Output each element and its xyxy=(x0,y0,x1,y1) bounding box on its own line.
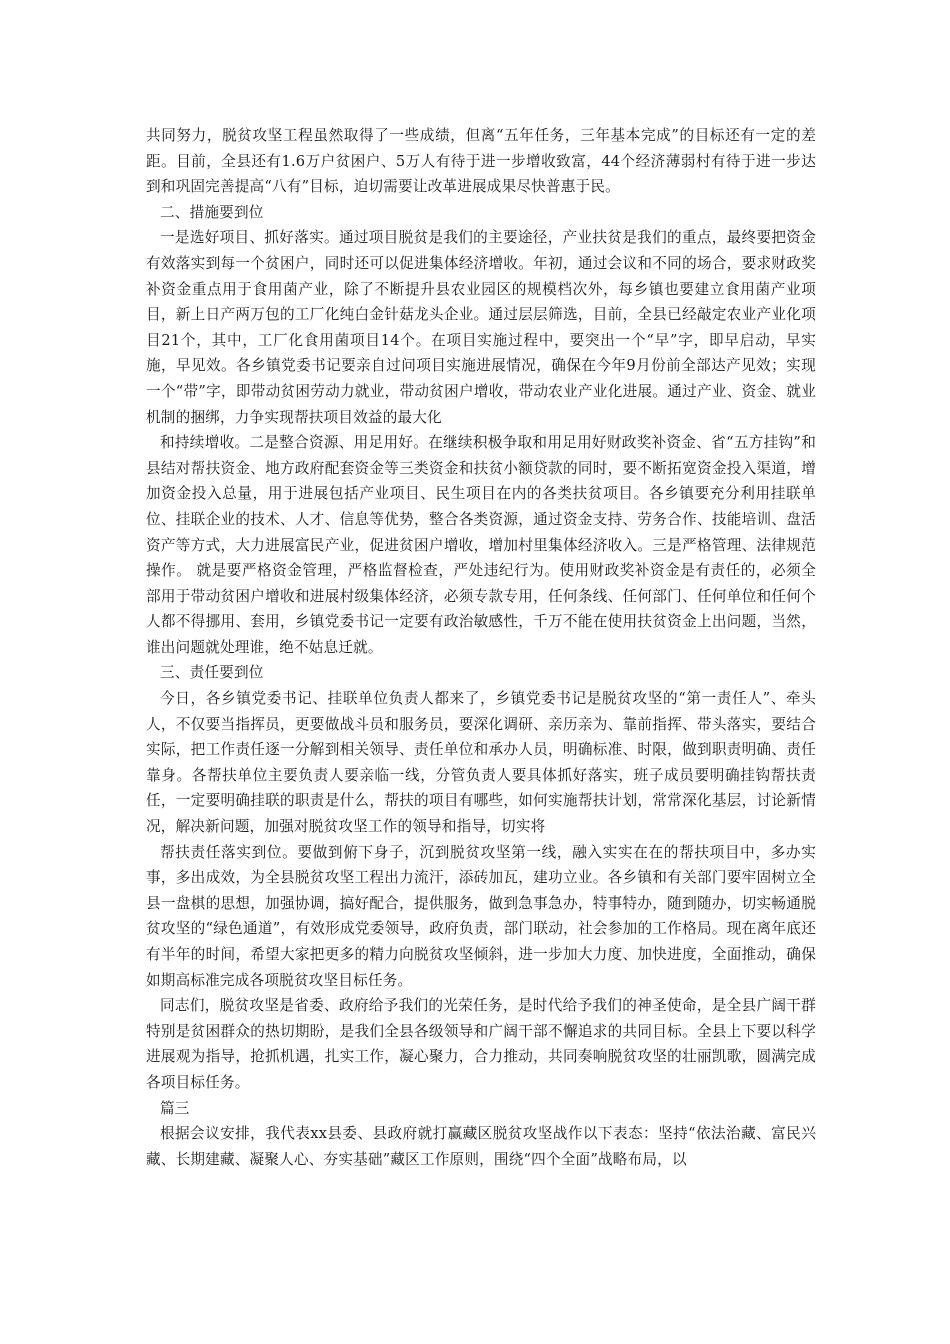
paragraph-responsibility-2: 帮扶责任落实到位。要做到俯下身子，沉到脱贫攻坚第一线，融入实实在在的帮扶项目中，多办实事，多出成效，为全县脱贫攻坚工程出力流汗，添砖加瓦，建功立业。各乡镇和有关部门要牢固树立全县一盘棋的思想，加强协调，搞好配合，提供服务，做到急事急办，特事特办，随到随办，切实畅通脱贫攻坚的“绿色通道”，有效形成党委领导，政府负责，部门联动，社会参加的工作格局。现在离年底还有半年的时间，希望大家把更多的精力向脱贫攻坚倾斜，进一步加大力度、加快进度，全面推动，确保如期高标准完成各项脱贫攻坚目标任务。 xyxy=(146,843,816,989)
document-body xyxy=(146,123,816,1172)
section-heading-part-three: 篇三 xyxy=(160,1099,190,1117)
paragraph-responsibility-1: 今日，各乡镇党委书记、挂联单位负责人都来了，乡镇党委书记是脱贫攻坚的“第一责任人”、牵头人，不仅要当指挥员，更要做战斗员和服务员，要深化调研、亲历亲为、靠前指挥、带头落实，要结合实际，把工作责任逐一分解到相关领导、责任单位和承办人员，明确标准、时限，做到职责明确、责任靠身。各帮扶单位主要负责人要亲临一线，分管负责人要具体抓好落实，班子成员要明确挂钩帮扶责任，一定要明确挂联的职责是什么，帮扶的项目有哪些，如何实施帮扶计划，常常深化基层，讨论新情况，解决新问题，加强对脱贫攻坚工作的领导和指导，切实将 xyxy=(146,690,816,836)
paragraph-measures-2: 和持续增收。二是整合资源、用足用好。在继续积极争取和用足用好财政奖补资金、省“五方挂钩”和县结对帮扶资金、地方政府配套资金等三类资金和扶贫小额贷款的同时，要不断拓宽资金投入渠道，增加资金投入总量，用于进展包括产业项目、民生项目在内的各类扶贫项目。各乡镇要充分利用挂联单位、挂联企业的技术、人才、信息等优势，整合各类资源，通过资金支持、劳务合作、技能培训、盘活资产等方式，大力进展富民产业，促进贫困户增收，增加村里集体经济收入。三是严格管理、法律规范操作。 就是要严格资金管理，严格监督检查，严处违纪行为。使用财政奖补资金是有责任的，必须全部用于带动贫困户增收和进展村级集体经济，必须专款专用，任何条线、任何部门、任何单位和任何个人都不得挪用、套用，乡镇党委书记一定要有政治敏感性，千万不能在使用扶贫资金上出问题，当然，谁出问题就处理谁，绝不姑息迁就。 xyxy=(146,434,816,656)
paragraph-intro: 共同努力，脱贫攻坚工程虽然取得了一些成绩，但离“五年任务，三年基本完成”的目标还有一定的差距。目前，全县还有1.6万户贫困户、5万人有待于进一步增收致富，44个经济薄弱村有待于进一步达到和巩固完善提高“八有”目标，迫切需要让改革进展成果尽快普惠于民。 xyxy=(146,127,816,196)
paragraph-closing: 同志们，脱贫攻坚是省委、政府给予我们的光荣任务，是时代给予我们的神圣使命，是全县广阔干群特别是贫困群众的热切期盼，是我们全县各级领导和广阔干部不懈追求的共同目标。全县上下要以科学进展观为指导，抢抓机遇，扎实工作，凝心聚力，合力推动，共同奏响脱贫攻坚的壮丽凯歌，圆满完成各项目标任务。 xyxy=(146,997,816,1091)
paragraph-part-three: 根据会议安排，我代表xx县委、县政府就打赢藏区脱贫攻坚战作以下表态：坚持“依法治藏、富民兴藏、长期建藏、凝聚人心、夯实基础”藏区工作原则，围绕“四个全面”战略布局，以 xyxy=(146,1125,816,1168)
section-heading-measures: 二、措施要到位 xyxy=(160,203,264,221)
section-heading-responsibility: 三、责任要到位 xyxy=(160,664,264,682)
paragraph-measures-1: 一是选好项目、抓好落实。通过项目脱贫是我们的主要途径，产业扶贫是我们的重点，最终要把资金有效落实到每一个贫困户，同时还可以促进集体经济增收。年初，通过会议和不同的场合，要求财政奖补资金重点用于食用菌产业，除了不断提升县农业园区的规模档次外，每乡镇也要建立食用菌产业项目，新上日产两万包的工厂化纯白金针菇龙头企业。通过层层筛选，目前，全县已经敲定农业产业化项目21个，其中，工厂化食用菌项目14个。在项目实施过程中，要突出一个“早”字，即早启动，早实施，早见效。各乡镇党委书记要亲自过问项目实施进展情况，确保在今年9月份前全部达产见效；实现一个“带”字，即带动贫困劳动力就业，带动贫困户增收，带动农业产业化进展。通过产业、资金、就业机制的捆绑，力争实现帮扶项目效益的最大化 xyxy=(146,229,816,426)
